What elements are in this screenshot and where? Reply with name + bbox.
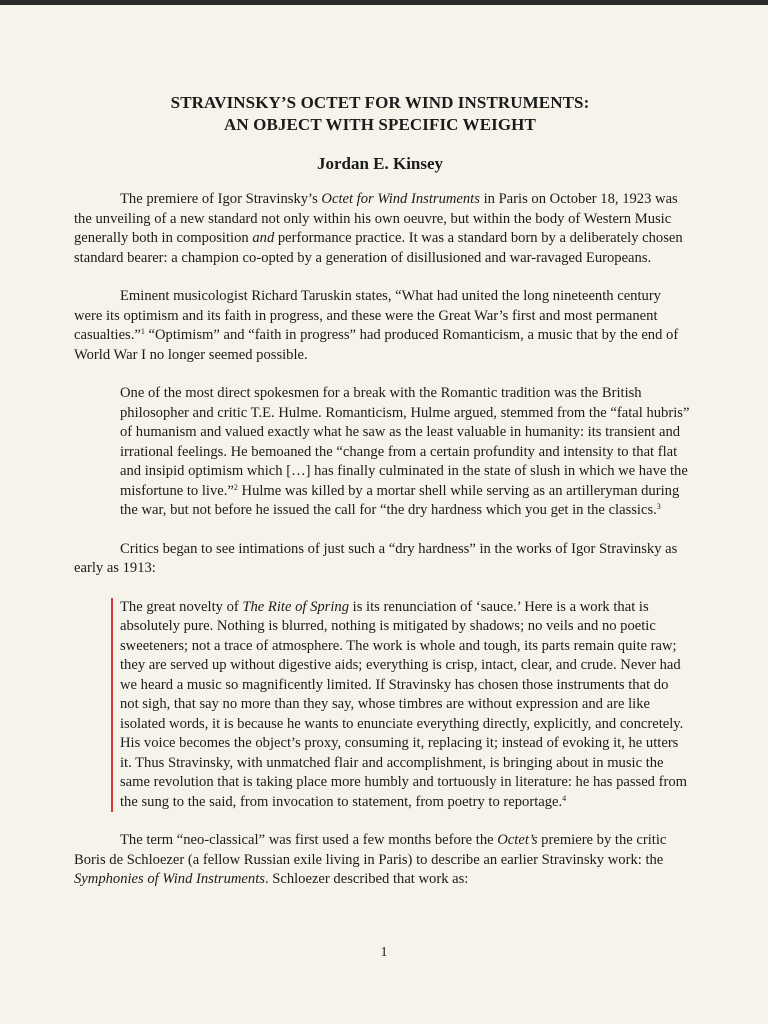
title-line-2: AN OBJECT WITH SPECIFIC WEIGHT [224,115,536,134]
paragraph-3 [120,384,690,521]
paragraph-4: Critics began to see intimations of just such a “dry hardness” in the works of Igor Stravinsky as early as 1913: [74,540,678,576]
p1-text-e: performance practice. It was a standard born by a deliberately chosen standard bearer: a champion co-opted by a generation of disillusioned and war-ravaged Europeans. [74,230,683,266]
paragraph-5 [74,831,686,890]
quote-text-c: is its renunciation of ‘sauce.’ Here is a work that is absolutely pure. Nothing is blurred, nothing is mitigated by shadows; no veils and no poetic sweeteners; not a trace of atmosphere. The work is whole and tough, its parts remain quite raw; they are served up without digestive aids; everything is crisp, intact, clear, and crude. Never had we heard a music so magnificently limited. If Stravinsky has chosen those instruments that do not sigh, that say no more than they say, whose timbres are without expression and are like isolated words, it is because he wants to enunciate everything directly, explicitly, and concretely. His voice becomes the object’s proxy, consuming it, replacing it; instead of evoking it, he utters it. Thus Stravinsky, with unmatched flair and accomplishment, is bringing about in music the same revolution that is taking place more humbly and tortuously in literature: he has passed from the sung to the said, from invocation to statement, from poetry to reportage. [120,598,687,810]
footnote-marker-3: 3 [656,502,661,511]
p3-text-a: One of the most direct spokesmen for a break with the Romantic tradition was the British philosopher and critic T.E. Hulme. Romanticism, Hulme argued, stemmed from the “fatal hubris” of humanism and valued exactly what he saw as the least valuable in humanity: its transient and irrational feelings. He bemoaned the “change from a certain profundity and intensity to that flat and insipid optimism which […] has finally culminated in the state of slush in which we have the misfortune to live.” [120,385,690,499]
p1-italic-octet: Octet for Wind Instruments [321,191,480,207]
footnote-marker-4: 4 [562,793,567,803]
p1-text-c: in Paris on October 18, 1923 was the unveiling of a new standard not only within his own oeuvre, but within the body of Western Music generally both in composition [74,191,678,246]
document-page [74,92,690,890]
p5-italic-octets: Octet’s [497,832,538,848]
p1-italic-and: and [252,230,275,246]
p5-text-e: . Schloezer described that work as: [264,871,469,887]
p2-text-a: Eminent musicologist Richard Taruskin states, “What had united the long nineteenth century were its optimism and its faith in progress, and these were the Great War’s first and most permanent casualties.” [74,288,661,343]
p5-italic-symphonies: Symphonies of Wind Instruments [74,871,265,887]
scan-top-edge [0,0,768,5]
footnote-marker-2: 2 [233,482,238,492]
footnote-marker-1: 1 [140,327,145,336]
quote-text-a: The great novelty of [120,598,243,615]
p5-text-c: premiere by the critic Boris de Schloezer (a fellow Russian exile living in Paris) to describe an earlier Stravinsky work: the [74,832,667,868]
title-line-1: STRAVINSKY’S OCTET FOR WIND INSTRUMENTS: [170,93,590,112]
page-number: 1 [380,945,388,960]
block-quote [111,598,690,813]
p2-text-b: “Optimism” and “faith in progress” had produced Romanticism, a music that by the end of World War I no longer seemed possible. [74,327,679,363]
paragraph-2 [74,287,686,365]
author-name: Jordan E. Kinsey [316,154,444,173]
p3-text-b: Hulme was killed by a mortar shell while serving as an artilleryman during the war, but not before he issued the call for “the dry hardness which you get in the classics. [120,482,680,518]
quote-italic-rite: The Rite of Spring [242,598,350,615]
p5-text-a: The term “neo-classical” was first used a few months before the [120,832,498,848]
paragraph-1 [74,190,686,268]
p1-text-a: The premiere of Igor Stravinsky’s [120,191,322,207]
paper-title [74,92,686,136]
